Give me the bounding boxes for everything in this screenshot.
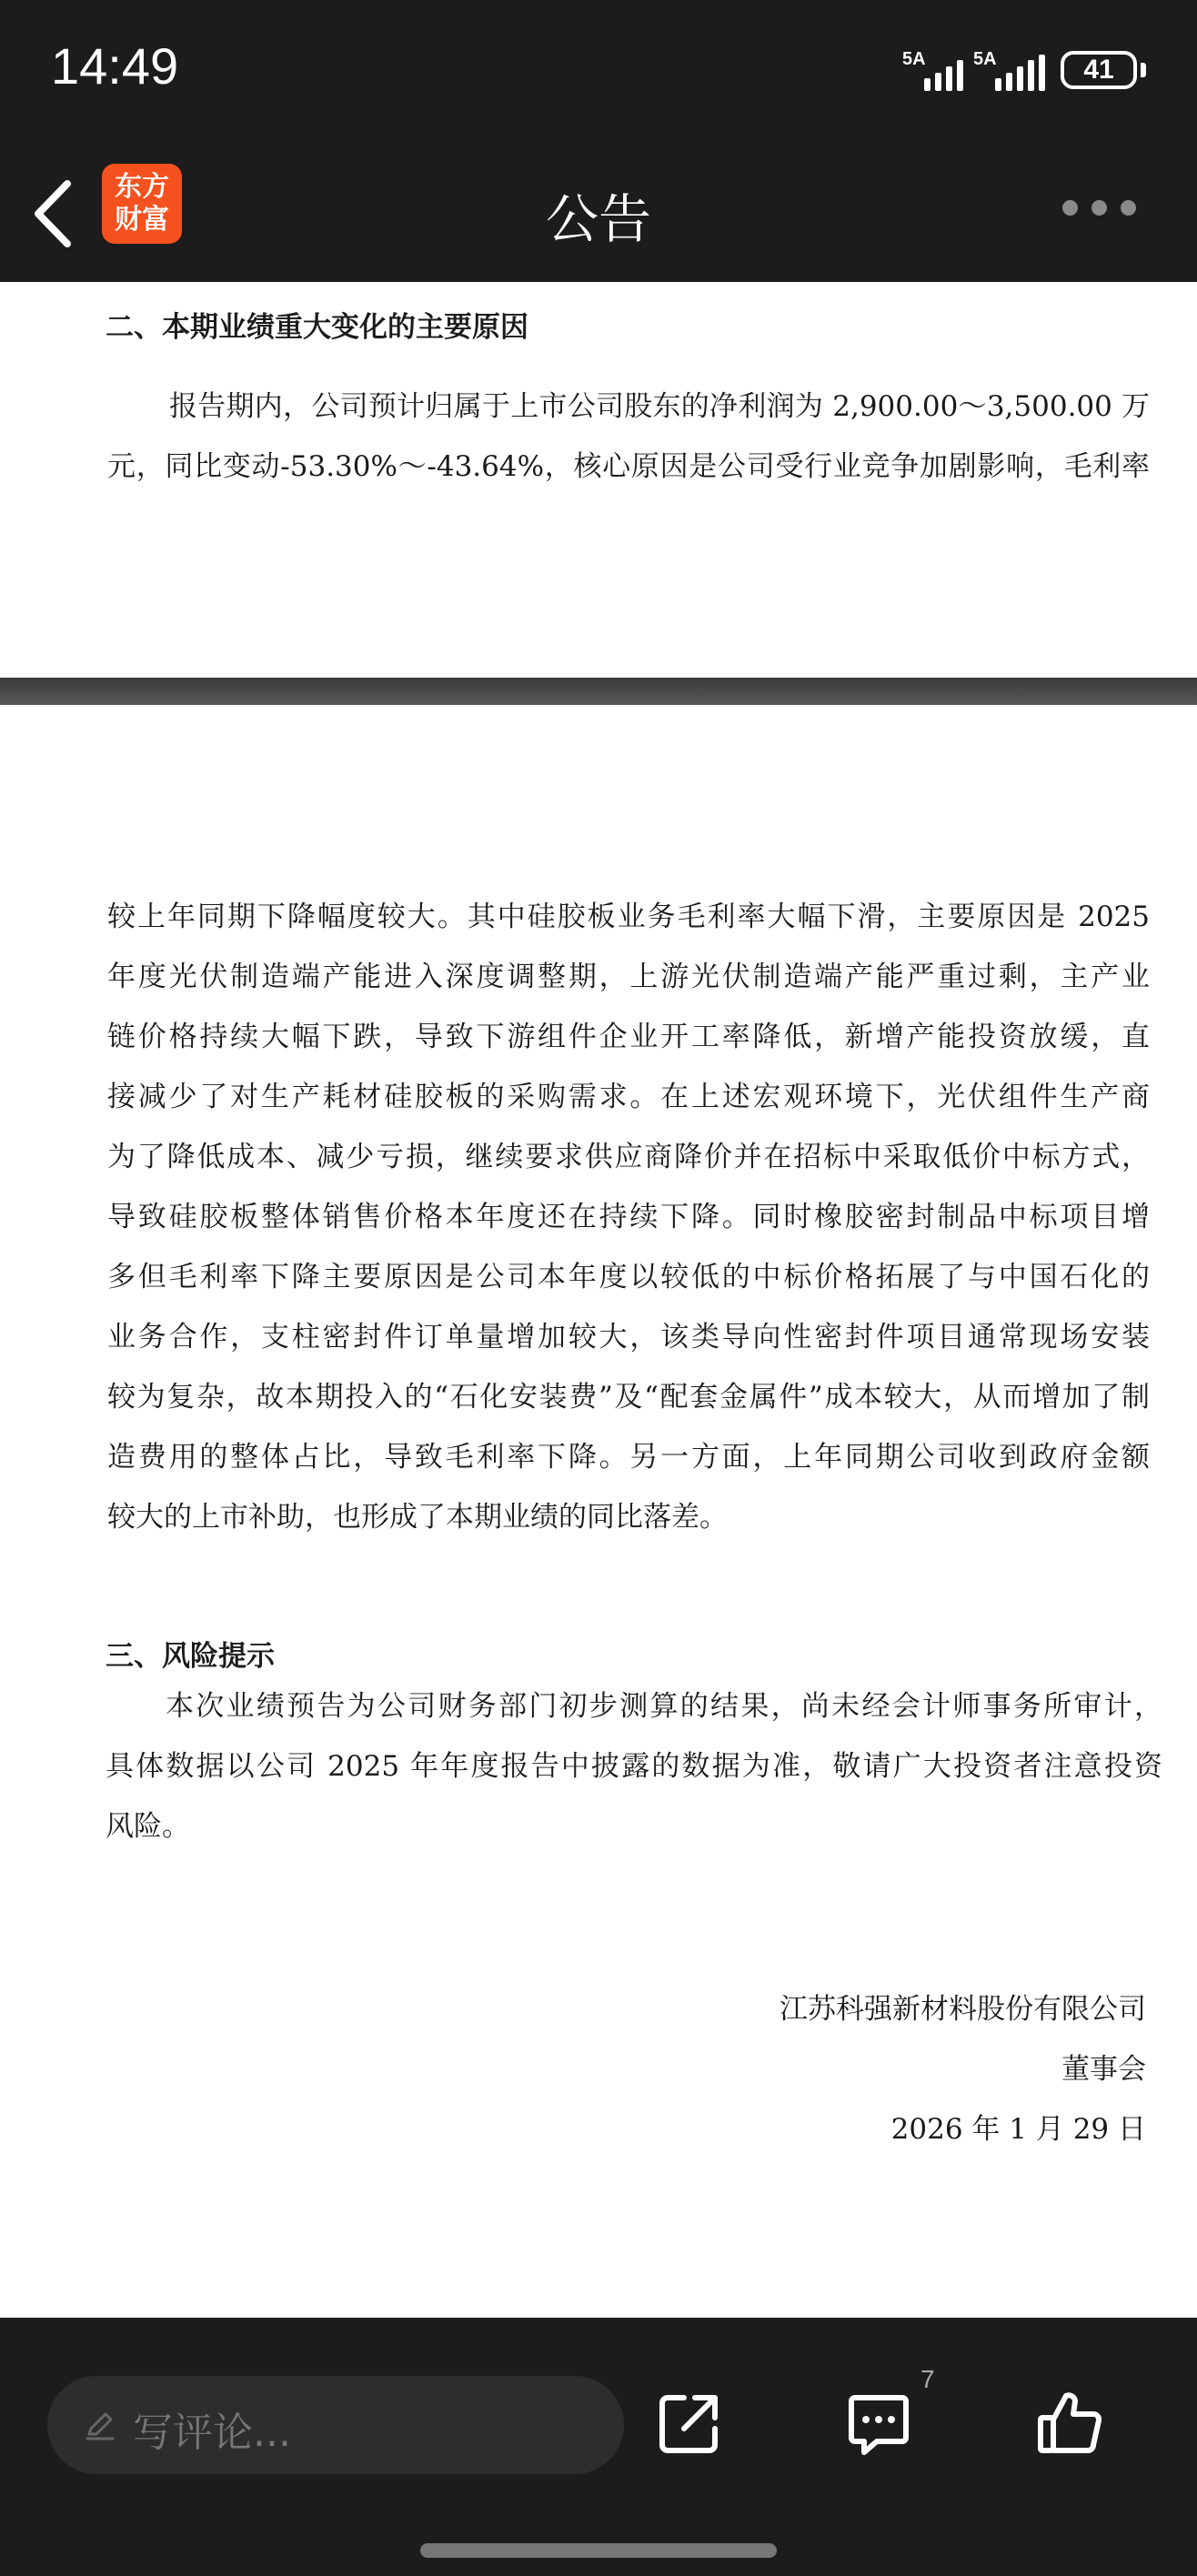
- paragraph-line: 多但毛利率下降主要原因是公司本年度以较低的中标价格拓展了与中国石化的: [107, 1261, 1150, 1293]
- paragraph-line: 接减少了对生产耗材硅胶板的采购需求。在上述宏观环境下，光伏组件生产商: [107, 1081, 1150, 1113]
- document-page-2: [0, 705, 1197, 2318]
- like-button[interactable]: [1037, 2390, 1102, 2456]
- section-2-title: 二、本期业绩重大变化的主要原因: [106, 311, 528, 344]
- signature-date: 2026 年 1 月 29 日: [890, 2113, 1146, 2146]
- share-button[interactable]: [657, 2390, 722, 2456]
- paragraph-line: 较大的上市补助，也形成了本期业绩的同比落差。: [107, 1501, 728, 1534]
- comment-placeholder: 写评论...: [133, 2410, 291, 2456]
- page-separator: [0, 678, 1197, 705]
- paragraph-line: 元，同比变动-53.30%～-43.64%，核心原因是公司受行业竞争加剧影响，毛利率: [107, 450, 1150, 483]
- home-indicator[interactable]: [420, 2543, 777, 2558]
- signature-company: 江苏科强新材料股份有限公司: [780, 1993, 1146, 2026]
- section-2-paragraph-continued: [107, 887, 1150, 1547]
- thumbs-up-icon: [1037, 2390, 1102, 2456]
- more-dots-icon: [1062, 200, 1078, 216]
- paragraph-line: 导致硅胶板整体销售价格本年度还在持续下降。同时橡胶密封制品中标项目增: [107, 1201, 1150, 1233]
- paragraph-line: 年度光伏制造端产能进入深度调整期，上游光伏制造端产能严重过剩，主产业: [107, 961, 1150, 993]
- signal-icon: [902, 49, 984, 91]
- comments-button[interactable]: [846, 2390, 911, 2456]
- logo-text-line1: 东方: [115, 171, 169, 203]
- comment-input[interactable]: [47, 2376, 624, 2474]
- comment-count-badge: 7: [920, 2365, 935, 2393]
- signal-label: 5A: [902, 49, 926, 69]
- app-header: [0, 146, 1197, 282]
- section-3-title: 三、风险提示: [106, 1640, 275, 1673]
- battery-icon: 41: [1061, 51, 1137, 89]
- status-time: 14:49: [51, 37, 179, 95]
- document-page-1: [0, 282, 1197, 678]
- more-button[interactable]: [1062, 196, 1141, 218]
- paragraph-line: 较为复杂，故本期投入的“石化安装费”及“配套金属件”成本较大，从而增加了制: [107, 1381, 1150, 1414]
- signal-icon: [973, 49, 1055, 91]
- page-title: 公告: [545, 188, 651, 250]
- paragraph-line: 较上年同期下降幅度较大。其中硅胶板业务毛利率大幅下滑，主要原因是 2025: [107, 901, 1150, 933]
- signature-board: 董事会: [1061, 2053, 1146, 2086]
- logo-text-line2: 财富: [115, 204, 169, 236]
- battery-tip: [1141, 63, 1146, 77]
- bottom-action-bar: [0, 2354, 1197, 2496]
- paragraph-line: 本次业绩预告为公司财务部门初步测算的结果，尚未经会计师事务所审计，: [166, 1690, 1162, 1723]
- share-icon: [657, 2390, 722, 2456]
- paragraph-line: 报告期内，公司预计归属于上市公司股东的净利润为 2,900.00～3,500.00 万: [169, 390, 1150, 423]
- paragraph-line: 为了降低成本、减少亏损，继续要求供应商降价并在招标中采取低价中标方式，: [107, 1141, 1150, 1173]
- paragraph-line: 风险。: [106, 1810, 190, 1843]
- system-nav-area: [0, 2496, 1197, 2576]
- section-3-paragraph: [106, 1676, 1162, 1857]
- comment-bubble-icon: [846, 2390, 911, 2456]
- section-2-paragraph-start: [107, 377, 1150, 497]
- paragraph-line: 造费用的整体占比，导致毛利率下降。另一方面，上年同期公司收到政府金额: [107, 1441, 1150, 1474]
- status-bar: [0, 0, 1197, 146]
- pencil-icon: [84, 2409, 116, 2441]
- paragraph-line: 链价格持续大幅下跌，导致下游组件企业开工率降低，新增产能投资放缓，直: [107, 1021, 1150, 1053]
- paragraph-line: 业务合作，支柱密封件订单量增加较大，该类导向性密封件项目通常现场安装: [107, 1321, 1150, 1353]
- paragraph-line: 具体数据以公司 2025 年年度报告中披露的数据为准，敬请广大投资者注意投资: [106, 1750, 1162, 1783]
- signal-label: 5A: [973, 49, 997, 69]
